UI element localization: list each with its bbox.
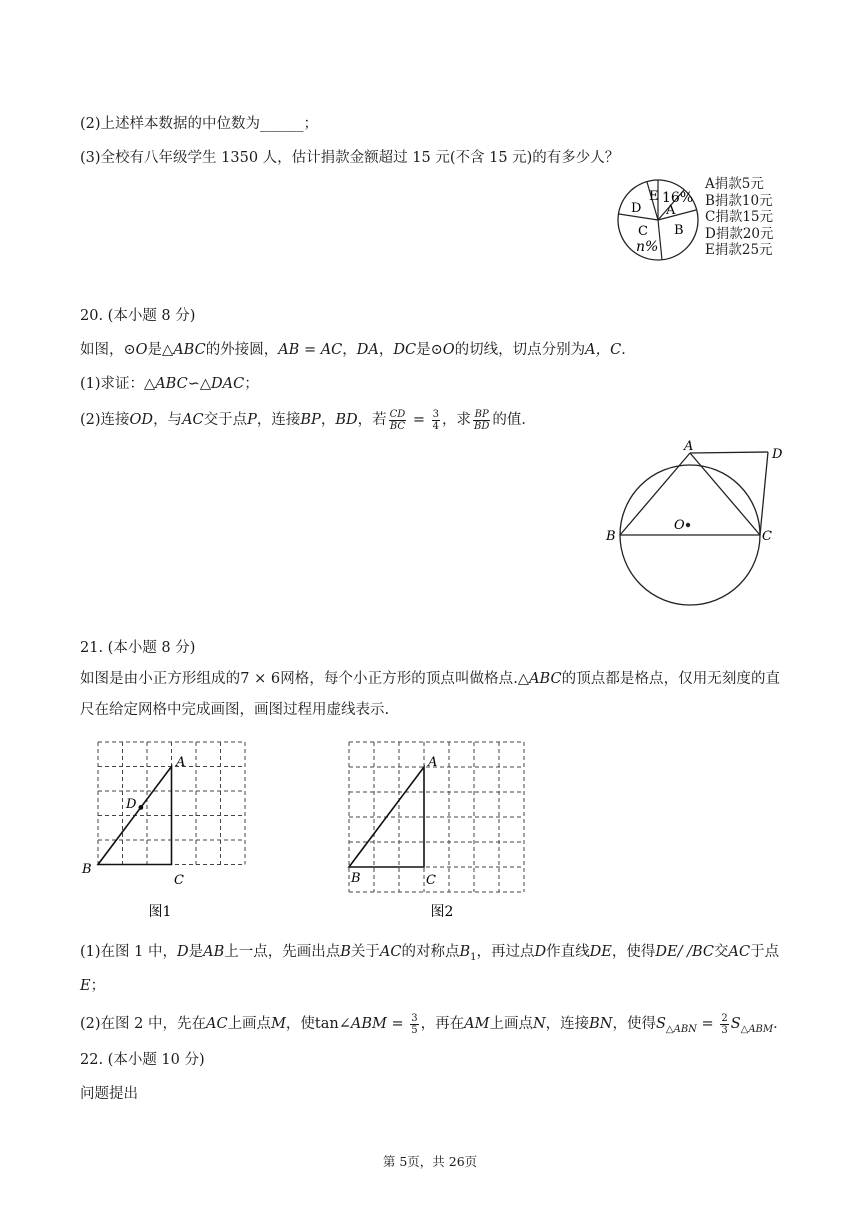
- fig21a-label-a: A: [176, 755, 186, 770]
- q19-part3: (3)全校有八年级学生 1350 人，估计捐款金额超过 15 元(不含 15 元)的有多少人？: [80, 150, 620, 166]
- fig20-label-c: C: [762, 529, 772, 544]
- pie-label-a: A: [666, 203, 676, 218]
- q21-stem: 如图是由小正方形组成的7 × 6网格，每个小正方形的顶点叫做格点.△ABC的顶点都是格点，仅用无刻度的直尺在给定网格中完成画图，画图过程用虚线表示.: [80, 671, 781, 718]
- fig20-label-o: O: [674, 518, 685, 533]
- q21-header: 21. (本小题 8 分): [80, 640, 196, 656]
- q22-subtitle: 问题提出: [80, 1086, 138, 1102]
- fig20-label-b: B: [606, 529, 616, 544]
- q21-part1-line2: E；: [80, 978, 106, 994]
- legend-item-b: B捐款10元: [705, 192, 773, 209]
- q20-stem: 如图，⊙O是△ABC的外接圆，AB = AC，DA，DC是⊙O的切线，切点分别为A，C．: [80, 342, 636, 358]
- fig20-label-a: A: [684, 439, 694, 454]
- fig21b-label-a: A: [428, 755, 438, 770]
- legend-item-e: E捐款25元: [705, 242, 773, 258]
- fig21a-label-c: C: [174, 873, 184, 888]
- q19-part2: (2)上述样本数据的中位数为______；: [80, 116, 319, 132]
- q21-part1-line1: (1)在图 1 中，D是AB上一点，先画出点B关于AC的对称点$B_1$，再过点D作直线DE，使得DE/ /BC交AC于点: [80, 944, 780, 963]
- q20-part1: (1)求证：△ABC∽△DAC；: [80, 376, 259, 392]
- legend-item-c: C捐款15元: [705, 209, 774, 225]
- fig2-caption: 图2: [430, 904, 454, 920]
- legend-item-a: A捐款5元: [705, 176, 764, 192]
- pie-value-e: 16%: [662, 190, 694, 206]
- fig1-caption: 图1: [148, 904, 172, 920]
- q22-header: 22. (本小题 10 分): [80, 1052, 205, 1068]
- fig21a-label-b: B: [82, 862, 92, 877]
- q20-part2: (2)连接OD，与AC交于点P，连接BP，BD，若 $\frac{CD}{BC}$ = $\frac{3}{4}$ ，求 $\frac{BP}{BD}$ 的值．: [80, 408, 536, 432]
- page-footer: 第 5页，共 26页: [382, 1154, 478, 1169]
- fig21b-label-c: C: [426, 873, 436, 888]
- q20-header: 20. (本小题 8 分): [80, 308, 196, 324]
- legend-item-d: D捐款20元: [705, 225, 774, 242]
- pie-label-b: B: [674, 223, 684, 238]
- fig21b-label-b: B: [351, 871, 361, 886]
- fig20-label-d: D: [772, 447, 783, 462]
- pie-label-e: E: [649, 189, 659, 204]
- pie-label-c: C: [638, 224, 648, 239]
- q21-part2: (2)在图 2 中，先在AC上画点M，使tan∠ABM = $\frac{3}{5}$ ，再在AM上画点N，连接BN，使得$S_{\triangle ABN}$ = $\frac{2}{3}$ $S_{\triangle ABM}$．: [80, 1012, 788, 1036]
- fig21a-label-d: D: [126, 797, 137, 812]
- pie-value-c: n%: [636, 239, 659, 255]
- pie-label-d: D: [631, 201, 642, 216]
